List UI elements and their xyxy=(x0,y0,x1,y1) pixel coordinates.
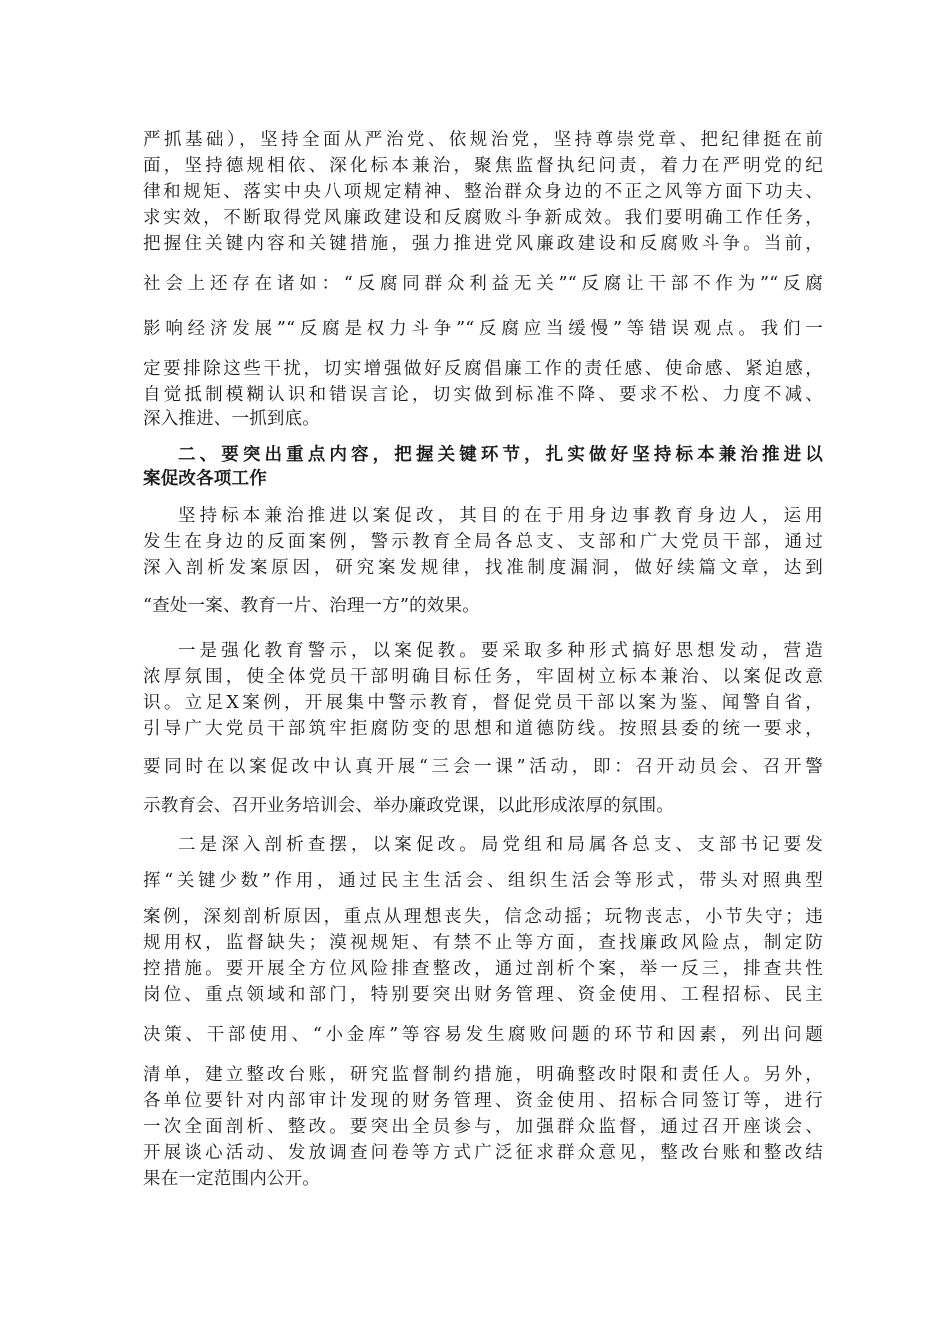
paragraph-line: 一次全面剖析、整改。要突出全员参与，加强群众监督，通过召开座谈会、 xyxy=(143,1117,823,1137)
paragraph-line: 决策、干部使用、“小金库”等容易发生腐败问题的环节和因素，列出问题 xyxy=(143,1025,823,1045)
paragraph-line: 各单位要针对内部审计发现的财务管理、资金使用、招标合同签订等，进行 xyxy=(143,1091,823,1111)
paragraph-line: 发生在身边的反面案例，警示教育全局各总支、支部和广大党员干部，通过 xyxy=(143,532,823,552)
paragraph-line: 岗位、重点领域和部门，特别要突出财务管理、资金使用、工程招标、民主 xyxy=(143,985,823,1005)
paragraph-line: 果在一定范围内公开。 xyxy=(143,1169,320,1189)
paragraph-line: 引导广大党员干部筑牢拒腐防变的思想和道德防线。按照县委的统一要求， xyxy=(143,719,823,739)
paragraph-line: 面，坚持德规相依、深化标本兼治，聚焦监督执纪问责，着力在严明党的纪 xyxy=(143,156,823,176)
paragraph-line: 要同时在以案促改中认真开展“三会一课”活动，即：召开动员会、召开警 xyxy=(143,757,823,777)
paragraph-line: “查处一案、教育一片、治理一方”的效果。 xyxy=(143,596,480,616)
paragraph-line: 坚持标本兼治推进以案促改，其目的在于用身边事教育身边人，运用 xyxy=(178,506,823,526)
paragraph-line: 清单，建立整改台账，研究监督制约措施，明确整改时限和责任人。另外， xyxy=(143,1065,823,1085)
paragraph-line: 定要排除这些干扰，切实增强做好反腐倡廉工作的责任感、使命感、紧迫感， xyxy=(143,359,823,379)
paragraph-line: 求实效，不断取得党风廉政建设和反腐败斗争新成效。我们要明确工作任务， xyxy=(143,208,823,228)
paragraph-line: 严抓基础），坚持全面从严治党、依规治党，坚持尊崇党章、把纪律挺在前 xyxy=(143,130,823,150)
paragraph-line: 规用权，监督缺失；漠视规矩、有禁不止等方面，查找廉政风险点，制定防 xyxy=(143,933,823,953)
paragraph-line: 深入推进、一抓到底。 xyxy=(143,409,320,429)
section-heading-line: 案促改各项工作 xyxy=(143,469,267,489)
section-heading-line: 二、要突出重点内容，把握关键环节，扎实做好坚持标本兼治推进以 xyxy=(178,445,823,465)
paragraph-line: 影响经济发展”“反腐是权力斗争”“反腐应当缓慢”等错误观点。我们一 xyxy=(143,319,823,339)
paragraph-line: 二是深入剖析查摆，以案促改。局党组和局属各总支、支部书记要发 xyxy=(178,835,823,855)
paragraph-line: 挥“关键少数”作用，通过民主生活会、组织生活会等形式，带头对照典型 xyxy=(143,871,823,891)
paragraph-line: 把握住关键内容和关键措施，强力推进党风廉政建设和反腐败斗争。当前， xyxy=(143,234,823,254)
paragraph-line: 示教育会、召开业务培训会、举办廉政党课，以此形成浓厚的氛围。 xyxy=(143,796,674,816)
paragraph-line: 控措施。要开展全方位风险排查整改，通过剖析个案，举一反三，排查共性 xyxy=(143,959,823,979)
paragraph-line: 浓厚氛围，使全体党员干部明确目标任务，牢固树立标本兼治、以案促改意 xyxy=(143,667,823,687)
paragraph-line: 深入剖析发案原因，研究案发规律，找准制度漏洞，做好续篇文章，达到 xyxy=(143,558,823,578)
paragraph-line: 开展谈心活动、发放调查问卷等方式广泛征求群众意见，整改台账和整改结 xyxy=(143,1143,823,1163)
paragraph-line: 案例，深刻剖析原因，重点从理想丧失，信念动摇；玩物丧志，小节失守；违 xyxy=(143,907,823,927)
paragraph-line: 一是强化教育警示，以案促教。要采取多种形式搞好思想发动，营造 xyxy=(178,641,823,661)
paragraph-line: 识。立足X案例，开展集中警示教育，督促党员干部以案为鉴、闻警自省， xyxy=(143,693,823,713)
paragraph-line: 自觉抵制模糊认识和错误言论，切实做到标准不降、要求不松、力度不减、 xyxy=(143,385,823,405)
paragraph-line: 社会上还存在诸如：“反腐同群众利益无关”“反腐让干部不作为”“反腐 xyxy=(143,274,823,294)
paragraph-line: 律和规矩、落实中央八项规定精神、整治群众身边的不正之风等方面下功夫、 xyxy=(143,182,823,202)
